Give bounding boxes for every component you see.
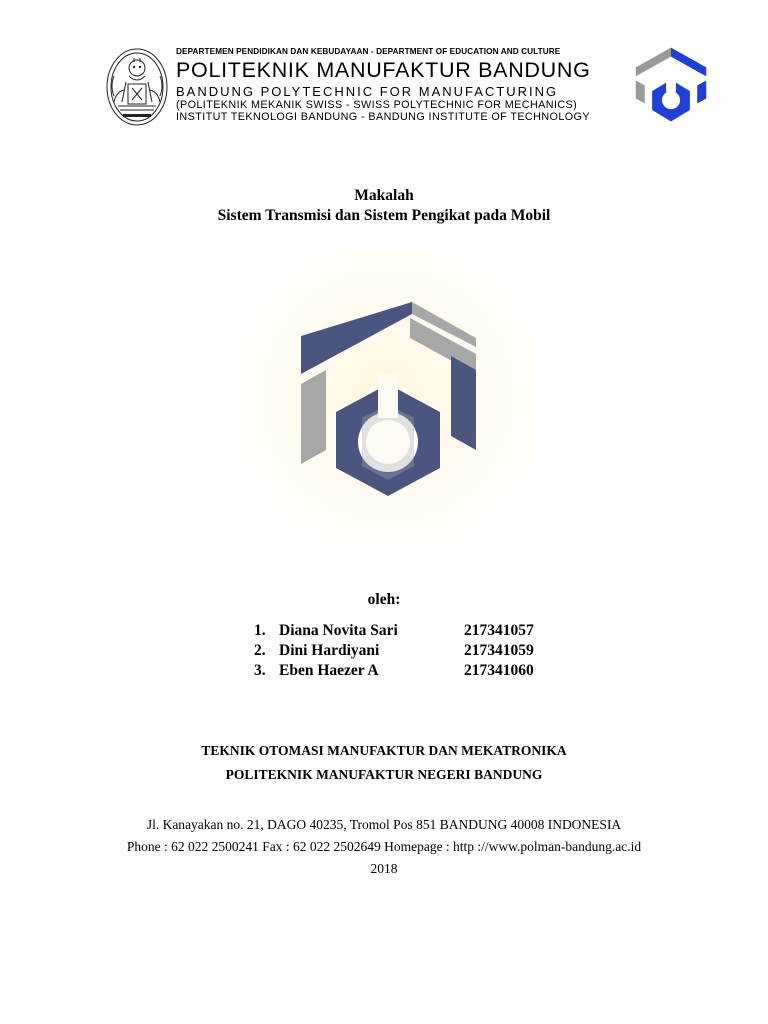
authors-label: oleh: <box>367 591 401 608</box>
institution-former-name: (POLITEKNIK MEKANIK SWISS - SWISS POLYTECHNIC FOR MECHANICS) <box>176 98 578 111</box>
author-name: Diana Novita Sari <box>279 622 398 639</box>
study-program: TEKNIK OTOMASI MANUFAKTUR DAN MEKATRONIKA <box>201 743 567 758</box>
postal-address: Jl. Kanayakan no. 21, DAGO 40235, Tromol Pos 851 BANDUNG 40008 INDONESIA <box>146 817 622 832</box>
list-item <box>254 661 574 681</box>
itb-ganesha-seal-icon <box>104 46 170 128</box>
author-id: 217341059 <box>464 642 534 659</box>
ministry-name: DEPARTEMEN PENDIDIKAN DAN KEBUDAYAAN - DEPARTMENT OF EDUCATION AND CULTURE <box>176 47 561 56</box>
letterhead-text <box>176 44 620 122</box>
list-item <box>254 641 574 661</box>
authors-list <box>254 621 574 681</box>
author-number: 3. <box>254 662 266 679</box>
institution-name: POLITEKNIK MANUFAKTUR BANDUNG <box>176 58 591 83</box>
department-block <box>0 739 768 787</box>
polman-watermark-logo <box>240 246 536 546</box>
author-number: 2. <box>254 642 266 659</box>
year: 2018 <box>370 861 398 876</box>
school-name: POLITEKNIK MANUFAKTUR NEGERI BANDUNG <box>225 767 543 782</box>
author-name: Eben Haezer A <box>279 662 379 679</box>
author-number: 1. <box>254 622 266 639</box>
contact-info: Phone : 62 022 2500241 Fax : 62 022 2502649 Homepage : http ://www.polman-bandung.ac.id <box>126 839 642 854</box>
author-id: 217341060 <box>464 662 534 679</box>
letterhead <box>104 44 716 130</box>
author-name: Dini Hardiyani <box>279 642 380 659</box>
document-title: Sistem Transmisi dan Sistem Pengikat pada Mobil <box>217 207 551 224</box>
institution-affiliation: INSTITUT TEKNOLOGI BANDUNG - BANDUNG INSTITUTE OF TECHNOLOGY <box>176 110 590 123</box>
institution-english-name: BANDUNG POLYTECHNIC FOR MANUFACTURING <box>176 83 559 99</box>
author-id: 217341057 <box>464 622 534 639</box>
address-block <box>0 814 768 880</box>
list-item <box>254 621 574 641</box>
title-block <box>0 186 768 226</box>
polman-logo-icon <box>630 46 712 128</box>
document-type: Makalah <box>354 187 414 204</box>
